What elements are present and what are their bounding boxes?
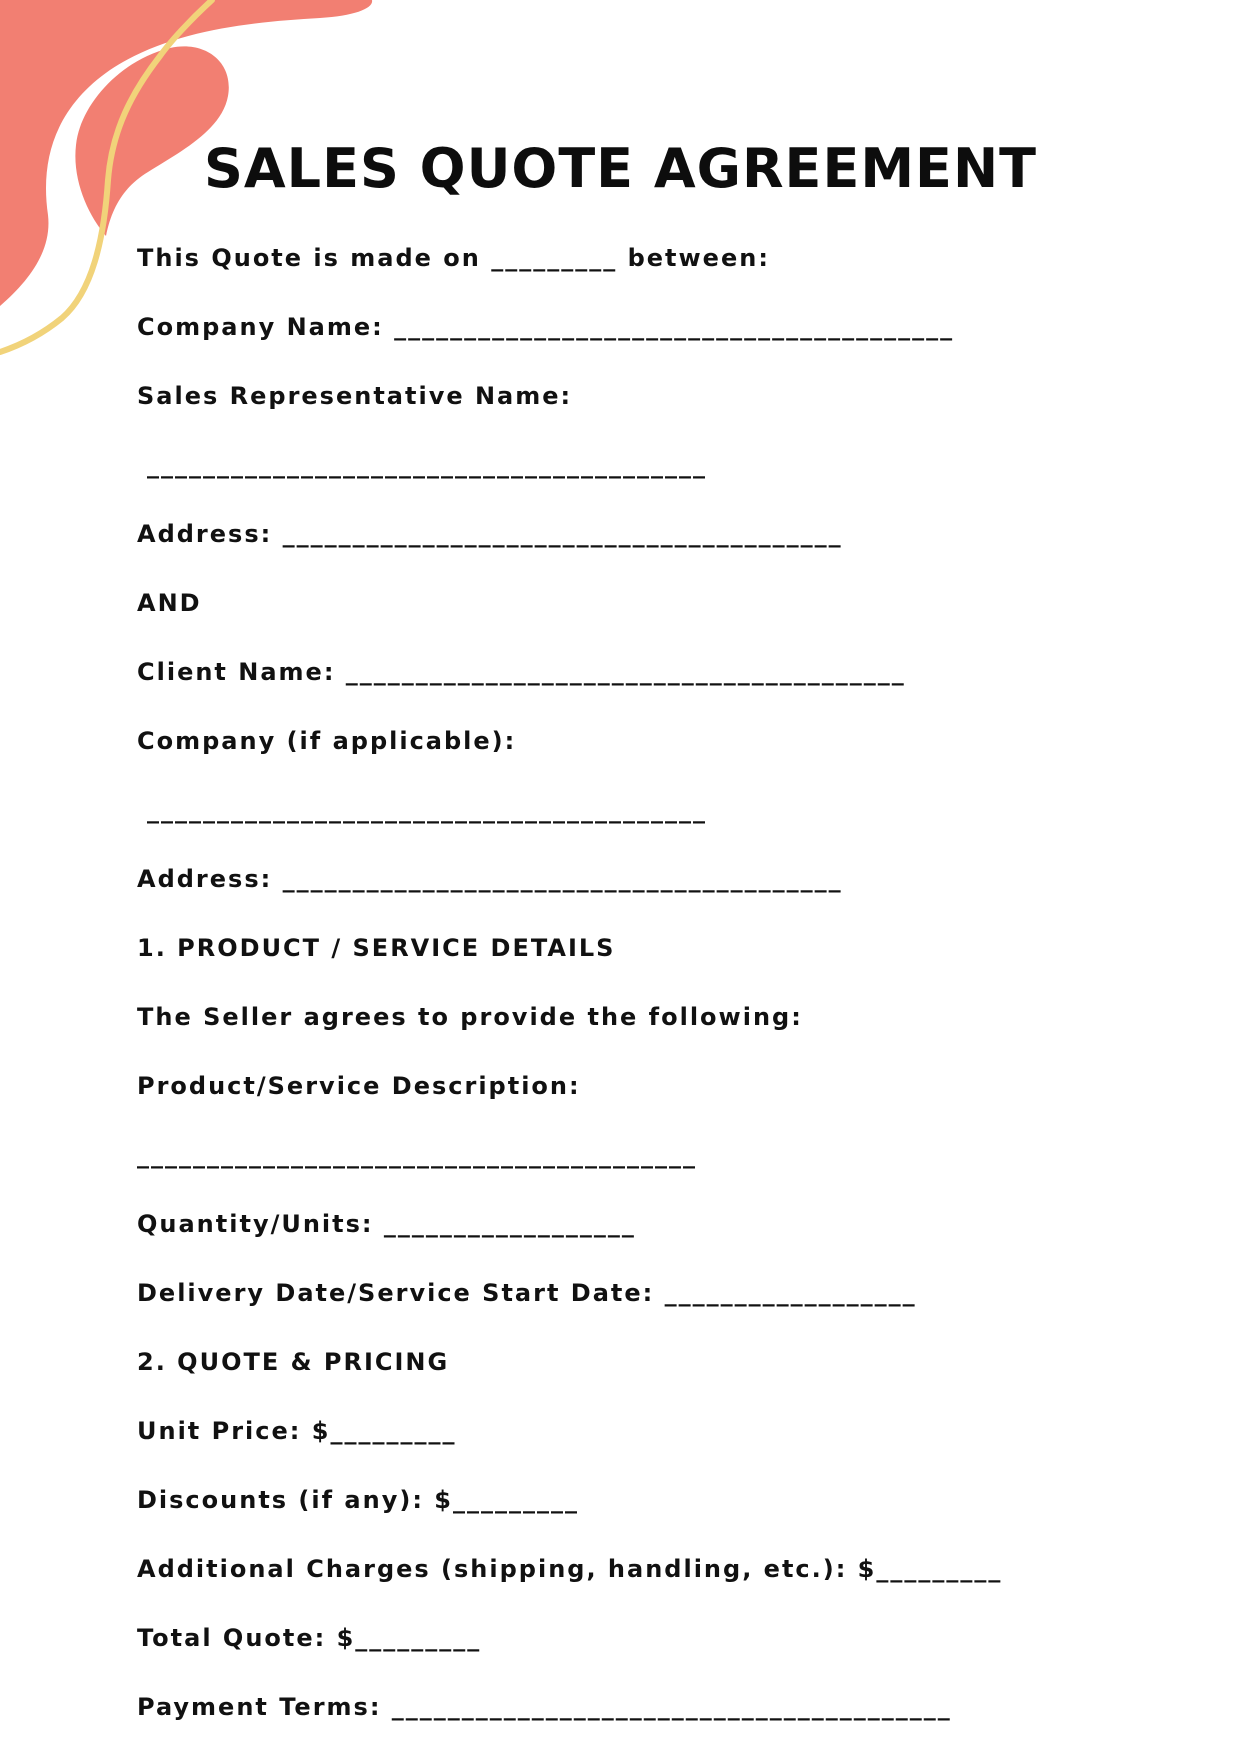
section-2-heading: 2. QUOTE & PRICING [137, 1348, 450, 1376]
seller-agrees-line: The Seller agrees to provide the following: [137, 1003, 803, 1031]
client-company-label: Company (if applicable): [137, 727, 517, 755]
description-blank: ________________________________________ [137, 1141, 697, 1169]
unit-price-line: Unit Price: $_________ [137, 1417, 457, 1445]
client-address-line: Address: ________________________________________ [137, 865, 843, 893]
payment-terms-line: Payment Terms: ________________________________________ [137, 1693, 952, 1721]
delivery-date-line: Delivery Date/Service Start Date: __________________ [137, 1279, 917, 1307]
description-label: Product/Service Description: [137, 1072, 581, 1100]
sales-rep-label: Sales Representative Name: [137, 382, 573, 410]
total-quote-line: Total Quote: $_________ [137, 1624, 482, 1652]
client-company-blank: ________________________________________ [147, 796, 707, 824]
quantity-line: Quantity/Units: __________________ [137, 1210, 636, 1238]
additional-charges-line: Additional Charges (shipping, handling, etc.): $_________ [137, 1555, 1003, 1583]
section-1-heading: 1. PRODUCT / SERVICE DETAILS [137, 934, 616, 962]
document-title: SALES QUOTE AGREEMENT [204, 137, 1037, 200]
sales-rep-blank: ________________________________________ [147, 451, 707, 479]
client-name-line: Client Name: ________________________________________ [137, 658, 906, 686]
discounts-line: Discounts (if any): $_________ [137, 1486, 579, 1514]
quote-date-line: This Quote is made on _________ between: [137, 244, 770, 272]
and-separator: AND [137, 589, 202, 617]
company-name-line: Company Name: ________________________________________ [137, 313, 955, 341]
seller-address-line: Address: ________________________________________ [137, 520, 843, 548]
